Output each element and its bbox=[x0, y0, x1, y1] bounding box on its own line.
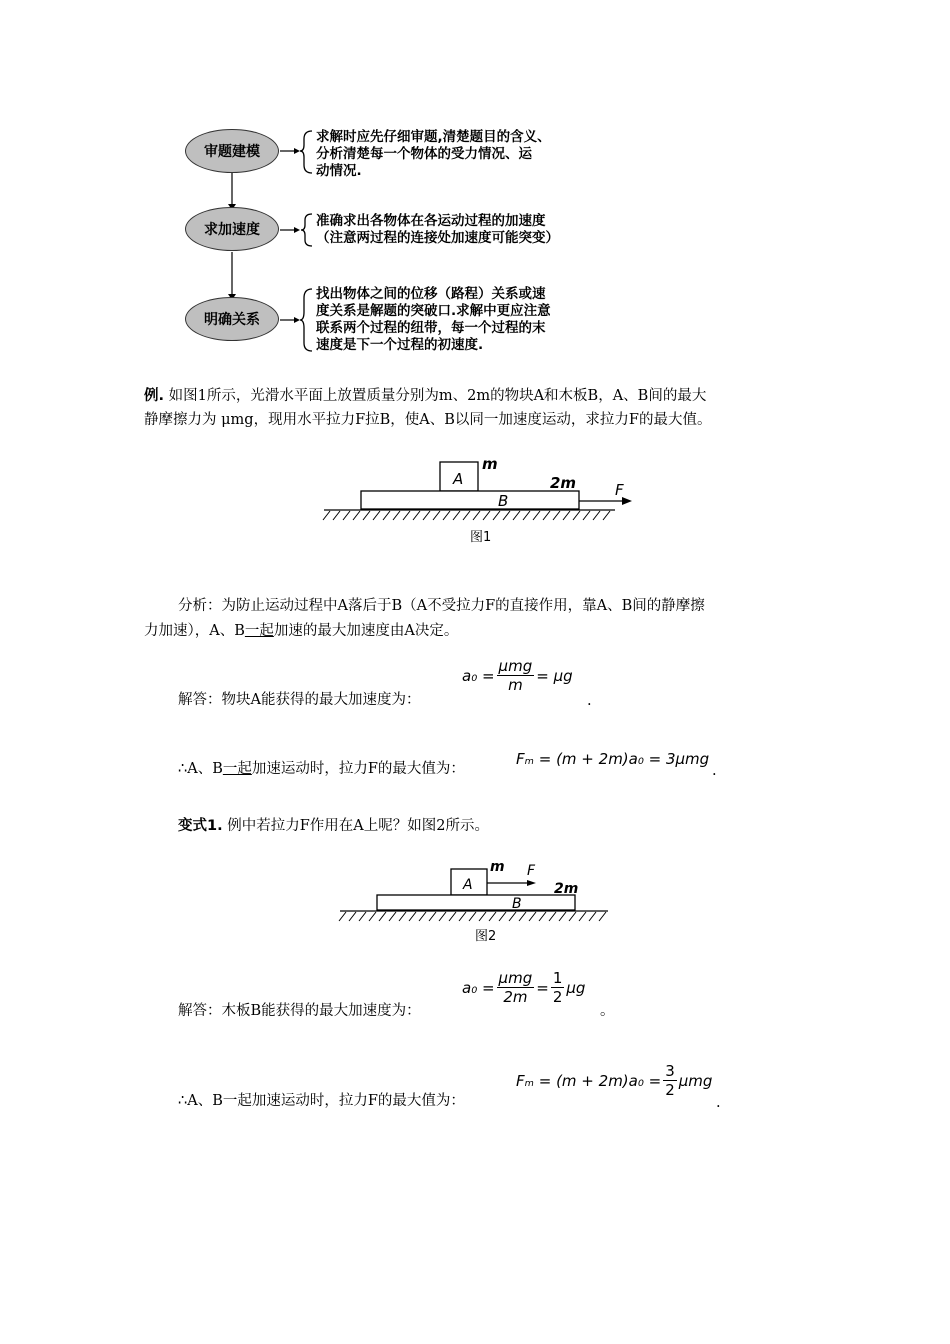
flow-desc-acceleration bbox=[316, 213, 559, 247]
formula-equals: = bbox=[536, 978, 549, 997]
board-b-label: B bbox=[512, 896, 522, 912]
ground-hatch bbox=[323, 511, 610, 520]
example-line-2: 静摩擦力为 μmg，现用水平拉力F拉B，使A、B以同一加速度运动，求拉力F的最大值。 bbox=[144, 412, 712, 428]
flow-line: 度关系是解题的突破口.求解中更应注意 bbox=[316, 303, 551, 319]
mass-b-label: 2m bbox=[550, 474, 577, 492]
example-label: 例. bbox=[144, 388, 165, 404]
block-a-label: A bbox=[463, 877, 473, 893]
variant-label: 变式1. bbox=[178, 818, 223, 834]
fraction-denominator: 2 bbox=[552, 988, 563, 1006]
conclusion-1-text bbox=[178, 760, 465, 778]
conclusion-2-text: ∴A、B一起加速运动时，拉力F的最大值为： bbox=[178, 1093, 465, 1109]
fraction-denominator: 2 bbox=[665, 1081, 675, 1099]
formula-rhs: μg bbox=[566, 978, 586, 997]
mass-b-label: 2m bbox=[554, 881, 579, 897]
formula-rhs: = μg bbox=[536, 666, 573, 685]
example-text-1: 如图1所示，光滑水平面上放置质量分别为m、2m的物块A和木板B，A、B间的最大 bbox=[168, 388, 707, 404]
variant-line bbox=[178, 817, 489, 835]
analysis-line-2 bbox=[144, 622, 458, 640]
flow-desc-relation bbox=[316, 286, 551, 354]
fraction-numerator: 1 bbox=[552, 969, 563, 987]
conclusion-2-formula bbox=[516, 1062, 712, 1099]
force-label: F bbox=[615, 481, 624, 499]
answer-1-period: . bbox=[587, 693, 592, 709]
example-line-1 bbox=[144, 387, 706, 405]
conclusion-1-period: . bbox=[712, 763, 717, 779]
conclusion-1-formula: Fₘ = (m + 2m)a₀ = 3μmg bbox=[516, 750, 710, 768]
analysis-text: 力加速），A、B bbox=[144, 623, 245, 639]
answer-2-formula bbox=[462, 969, 585, 1006]
flow-line: 找出物体之间的位移（路程）关系或速 bbox=[316, 286, 546, 302]
flow-node-acceleration: 求加速度 bbox=[185, 207, 279, 251]
formula-fraction bbox=[497, 969, 535, 1006]
figure-1-caption: 图1 bbox=[470, 530, 492, 545]
force-label: F bbox=[527, 863, 536, 879]
fraction-denominator: m bbox=[508, 676, 523, 694]
analysis-text: 加速的最大加速度由A决定。 bbox=[273, 623, 459, 639]
formula-lhs: a₀ = bbox=[462, 666, 495, 685]
answer-2-end: 。 bbox=[600, 1003, 615, 1019]
formula-fraction bbox=[497, 657, 535, 694]
conclusion-2-period: . bbox=[716, 1095, 721, 1111]
ground-hatch bbox=[339, 912, 606, 921]
fraction-numerator: 3 bbox=[665, 1062, 675, 1080]
fraction-denominator: 2m bbox=[503, 988, 528, 1006]
board-b bbox=[361, 491, 579, 509]
flow-desc-modeling bbox=[316, 129, 551, 180]
conclusion-underlined: 一起 bbox=[222, 761, 252, 777]
formula-rhs: μmg bbox=[678, 1071, 713, 1090]
flow-line: 求解时应先仔细审题,清楚题目的含义、 bbox=[316, 129, 551, 145]
flow-line: 速度是下一个过程的初速度. bbox=[316, 337, 484, 353]
formula-lhs: a₀ = bbox=[462, 978, 495, 997]
flow-line: 分析清楚每一个物体的受力情况、运 bbox=[316, 146, 532, 162]
answer-1-formula bbox=[462, 657, 573, 694]
board-b-label: B bbox=[498, 492, 509, 510]
flow-line: 联系两个过程的纽带，每一个过程的末 bbox=[316, 320, 546, 336]
block-a-label: A bbox=[453, 470, 464, 488]
formula-fraction-half bbox=[551, 969, 565, 1006]
formula-fraction bbox=[663, 1062, 677, 1099]
answer-2-text: 解答：木板B能获得的最大加速度为： bbox=[178, 1003, 421, 1019]
figure-2 bbox=[330, 855, 630, 950]
analysis-underlined: 一起 bbox=[244, 623, 274, 639]
mass-a-label: m bbox=[490, 859, 505, 875]
flow-line: 动情况. bbox=[316, 163, 362, 179]
mass-a-label: m bbox=[482, 455, 498, 473]
flow-line: 准确求出各物体在各运动过程的加速度 bbox=[316, 213, 546, 229]
flow-node-relation: 明确关系 bbox=[185, 297, 279, 341]
board-b bbox=[377, 895, 575, 910]
formula-lhs: Fₘ = (m + 2m)a₀ = bbox=[516, 1071, 662, 1090]
analysis-line-1: 分析：为防止运动过程中A落后于B（A不受拉力F的直接作用，靠A、B间的静摩擦 bbox=[178, 598, 705, 614]
conclusion-text: 加速运动时，拉力F的最大值为： bbox=[251, 761, 465, 777]
variant-text: 例中若拉力F作用在A上呢？如图2所示。 bbox=[227, 818, 489, 834]
fraction-numerator: μmg bbox=[498, 657, 533, 675]
conclusion-text: ∴A、B bbox=[178, 761, 223, 777]
figure-1 bbox=[310, 450, 640, 550]
flow-node-modeling: 审题建模 bbox=[185, 129, 279, 173]
fraction-numerator: μmg bbox=[498, 969, 533, 987]
answer-1-text: 解答：物块A能获得的最大加速度为： bbox=[178, 692, 421, 708]
figure-2-caption: 图2 bbox=[475, 929, 497, 944]
flow-line: （注意两过程的连接处加速度可能突变） bbox=[316, 230, 559, 246]
